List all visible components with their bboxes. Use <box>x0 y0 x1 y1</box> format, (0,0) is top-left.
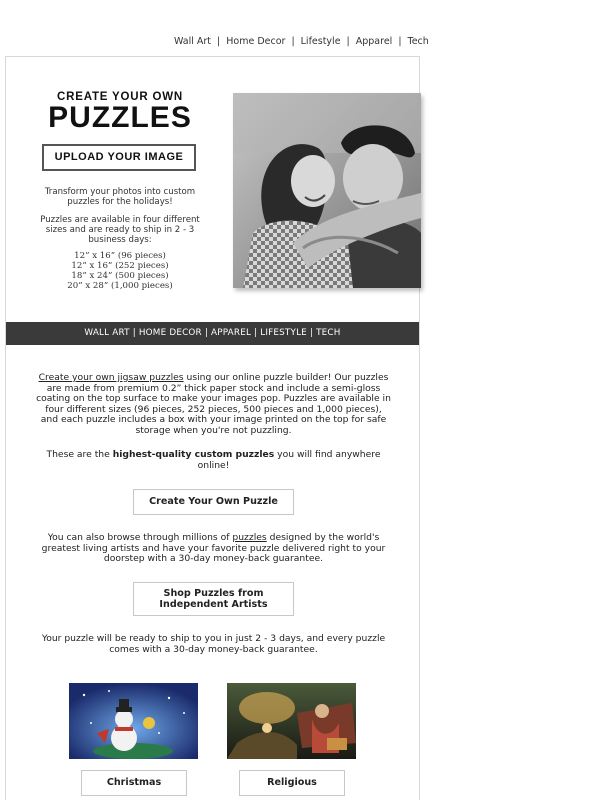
top-nav-home-decor[interactable]: Home Decor <box>226 36 286 47</box>
top-nav <box>0 36 600 50</box>
browse-text-post: designed by the world's greatest living artists and have your favorite puzzle delivered right to your doorstep with a 30-day money-back guarantee. <box>41 532 386 565</box>
hero-tagline: Transform your photos into custom puzzles for the holidays! <box>44 187 196 207</box>
religious-button[interactable]: Religious <box>239 770 345 796</box>
hero-photo[interactable] <box>233 93 421 288</box>
top-nav-apparel[interactable]: Apparel <box>355 36 393 47</box>
jigsaw-puzzles-link[interactable]: Create your own jigsaw puzzles <box>38 372 184 383</box>
top-nav-wall-art[interactable]: Wall Art <box>174 36 212 47</box>
religious-image <box>227 683 356 759</box>
category-bar[interactable]: WALL ART | HOME DECOR | APPAREL | LIFESTYLE | TECH <box>6 322 419 345</box>
religious-puzzle-thumbnail[interactable] <box>227 683 356 759</box>
shipping-paragraph: Your puzzle will be ready to ship to you in just 2 - 3 days, and every puzzle comes with a 30-day money-back guarantee. <box>41 633 386 655</box>
browse-paragraph <box>36 533 391 565</box>
puzzles-link[interactable]: puzzles <box>232 532 267 543</box>
email-card <box>5 56 420 800</box>
upload-image-button[interactable]: UPLOAD YOUR IMAGE <box>42 144 196 171</box>
size-list <box>30 251 210 291</box>
nav-separator: | <box>217 36 221 47</box>
shop-independent-artists-button[interactable] <box>133 582 294 616</box>
size-item: 12” x 16” (252 pieces) <box>71 261 169 271</box>
quality-paragraph <box>36 450 391 471</box>
size-item: 12” x 16” (96 pieces) <box>74 251 166 261</box>
intro-paragraph <box>36 373 391 437</box>
christmas-button[interactable]: Christmas <box>81 770 187 796</box>
quality-text-bold: highest-quality custom puzzles <box>112 449 275 460</box>
hero-kicker: CREATE YOUR OWN <box>57 91 183 103</box>
nav-separator: | <box>346 36 350 47</box>
quality-text-pre: These are the <box>46 449 113 460</box>
top-nav-tech[interactable]: Tech <box>407 36 429 47</box>
couple-photo-image <box>233 93 421 288</box>
hero-sizes-intro: Puzzles are available in four different sizes and are ready to ship in 2 - 3 business days: <box>40 215 200 245</box>
intro-text: using our online puzzle builder! Our puzzles are made from premium 0.2” thick paper stock and include a semi-gloss coating on the top surface to make your images pop. Puzzles are available in four different sizes (96 pieces, 252 pieces, 500 pieces and 1,000 pieces), and each puzzle includes a box with your image printed on the top for safe storage when you're not puzzling. <box>36 372 391 436</box>
nav-separator: | <box>398 36 402 47</box>
shop-button-line1: Shop Puzzles from <box>163 588 264 599</box>
shop-button-line2: Independent Artists <box>159 598 268 610</box>
nav-separator: | <box>291 36 295 47</box>
snowman-image <box>69 683 198 759</box>
create-your-own-puzzle-button[interactable]: Create Your Own Puzzle <box>133 489 294 515</box>
size-item: 20” x 28” (1,000 pieces) <box>67 281 173 291</box>
christmas-puzzle-thumbnail[interactable] <box>69 683 198 759</box>
hero-title: PUZZLES <box>48 101 192 134</box>
browse-text-pre: You can also browse through millions of <box>47 532 233 543</box>
hero-section <box>6 57 234 322</box>
size-item: 18” x 24” (500 pieces) <box>71 271 169 281</box>
top-nav-lifestyle[interactable]: Lifestyle <box>300 36 341 47</box>
quality-text-post: you will find anywhere online! <box>197 449 381 471</box>
